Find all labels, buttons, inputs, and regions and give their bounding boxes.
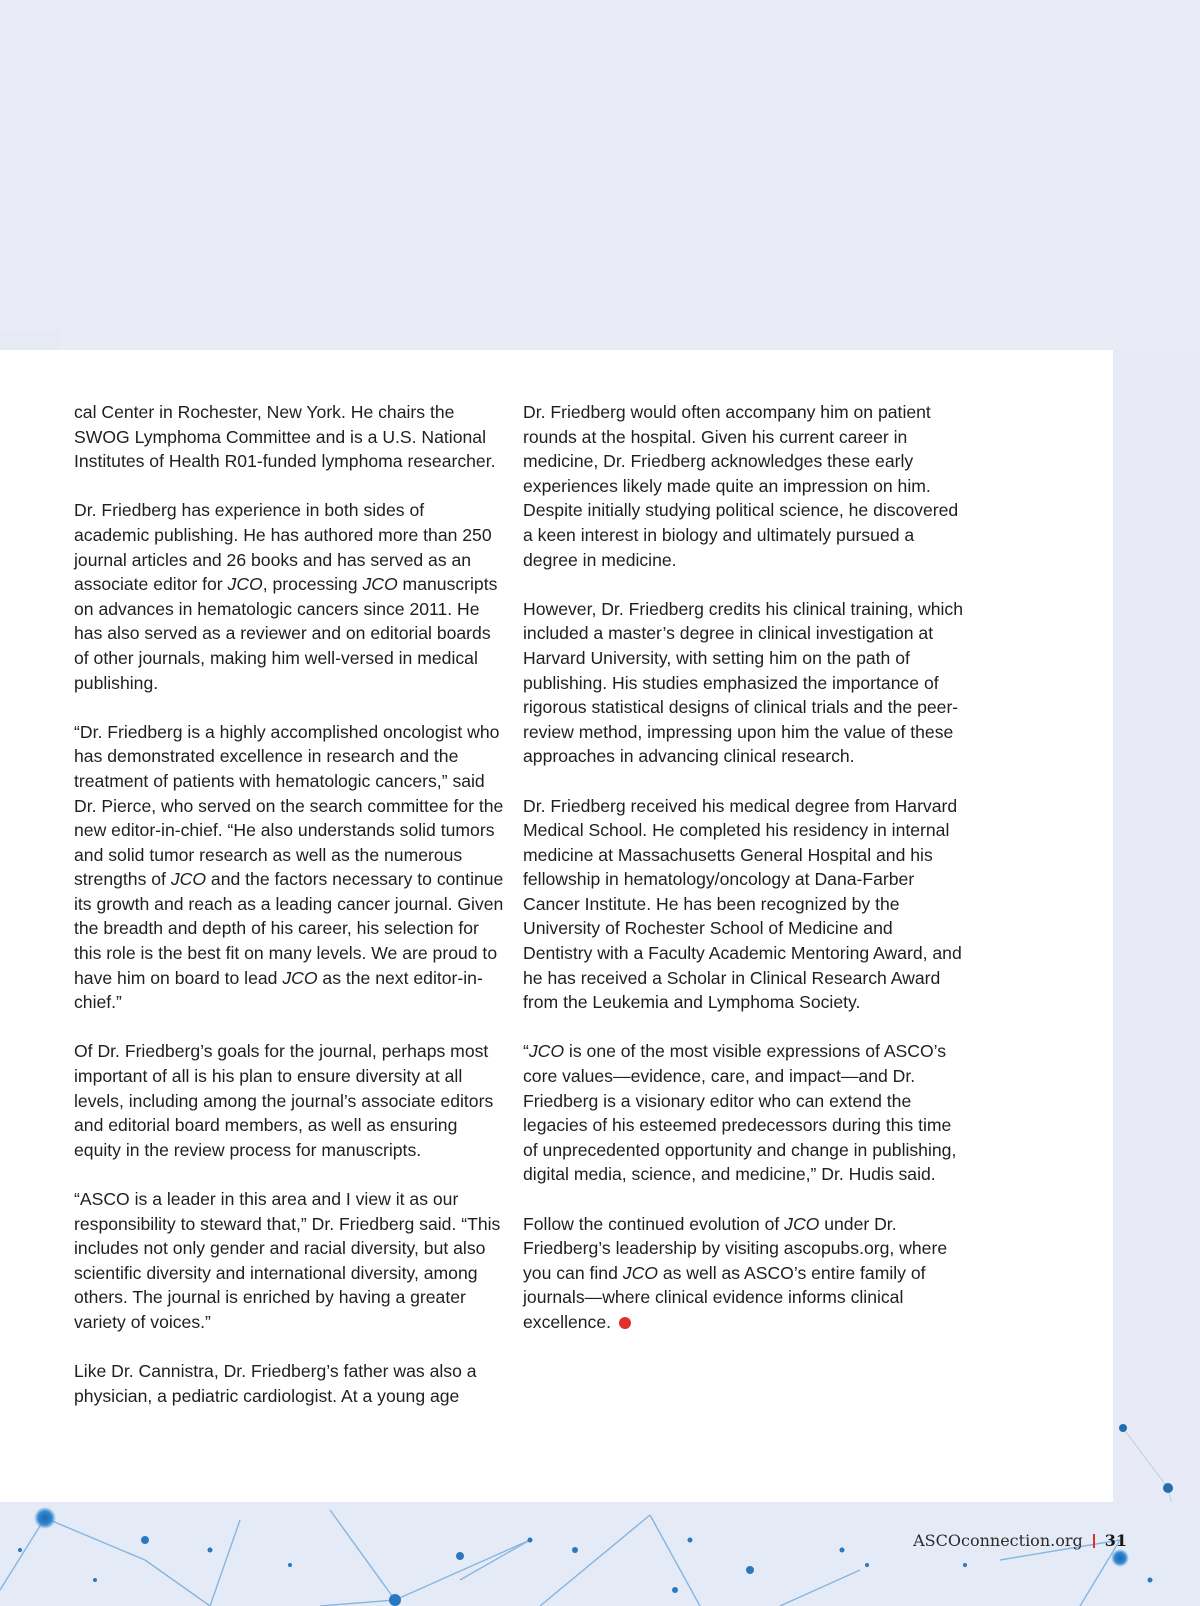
page-footer	[913, 1531, 1127, 1550]
paragraph-final-text: Follow the continued evolution of JCO under Dr. Friedberg’s leadership by visiting ascopubs.org, where you can find JCO as well as ASCO’s entire family of journals—where clinical evidence informs clinical excellence.	[523, 1213, 948, 1332]
page-number: 31	[1104, 1531, 1127, 1550]
paragraph: “ASCO is a leader in this area and I view it as our responsibility to steward that,” Dr. Friedberg said. “This includes not only gender and racial diversity, but also scientific diversity and international diversity, among others. The journal is enriched by having a greater variety of voices.”	[74, 1189, 501, 1332]
footer-separator	[1093, 1534, 1095, 1548]
footer-site-link[interactable]: ASCOconnection.org	[913, 1531, 1083, 1550]
article-panel	[0, 350, 1113, 1502]
paragraph: “JCO is one of the most visible expressions of ASCO’s core values—evidence, care, and impact—and Dr. Friedberg is a visionary editor who can extend the legacies of his esteemed predecessors during this time of unprecedented opportunity and change in publishing, digital media, science, and medicine,” Dr. Hudis said.	[523, 1041, 957, 1185]
paragraph: cal Center in Rochester, New York. He chairs the SWOG Lymphoma Committee and is a U.S. National Institutes of Health R01-funded lymphoma researcher.	[74, 402, 496, 472]
paragraph: However, Dr. Friedberg credits his clinical training, which included a master’s degree in clinical investigation at Harvard University, with setting him on the path of publishing. His studies emphasized the importance of rigorous statistical designs of clinical trials and the peer-review method, impressing upon him the value of these approaches in advancing clinical research.	[523, 598, 964, 767]
header-background	[0, 0, 1200, 350]
paragraph: Dr. Friedberg would often accompany him on patient rounds at the hospital. Given his current career in medicine, Dr. Friedberg acknowledges these early experiences likely made quite an impression on him. Despite initially studying political science, he discovered a keen interest in biology and ultimately pursued a degree in medicine.	[523, 402, 959, 570]
article-column-right	[523, 400, 963, 1359]
paragraph: “Dr. Friedberg is a highly accomplished oncologist who has demonstrated excellence in research and the treatment of patients with hematologic cancers,” said Dr. Pierce, who served on the search committee for the new editor-in-chief. “He also understands solid tumors and solid tumor research as well as the numerous strengths of JCO and the factors necessary to continue its growth and reach as a leading cancer journal. Given the breadth and depth of his career, his selection for this role is the best fit on many levels. We are proud to have him on board to lead JCO as the next editor-in-chief.”	[74, 721, 504, 1013]
end-mark-icon	[619, 1317, 631, 1329]
paragraph-final	[523, 1212, 963, 1335]
paragraph: Of Dr. Friedberg’s goals for the journal, perhaps most important of all is his plan to ensure diversity at all levels, including among the journal’s associate editors and editorial board members, as well as ensuring equity in the review process for manuscripts.	[74, 1041, 494, 1160]
paragraph: Dr. Friedberg has experience in both sides of academic publishing. He has authored more than 250 journal articles and 26 books and has served as an associate editor for JCO, processing JCO manuscripts on advances in hematologic cancers since 2011. He has also served as a reviewer and on editorial boards of other journals, making him well-versed in medical publishing.	[74, 500, 498, 693]
article-column-left	[74, 400, 504, 1433]
paragraph: Like Dr. Cannistra, Dr. Friedberg’s father was also a physician, a pediatric cardiologist. At a young age	[74, 1361, 477, 1406]
paragraph: Dr. Friedberg received his medical degree from Harvard Medical School. He completed his residency in internal medicine at Massachusetts General Hospital and his fellowship in hematology/oncology at Dana-Farber Cancer Institute. He has been recognized by the University of Rochester School of Medicine and Dentistry with a Faculty Academic Mentoring Award, and he has received a Scholar in Clinical Research Award from the Leukemia and Lymphoma Society.	[523, 795, 962, 1013]
